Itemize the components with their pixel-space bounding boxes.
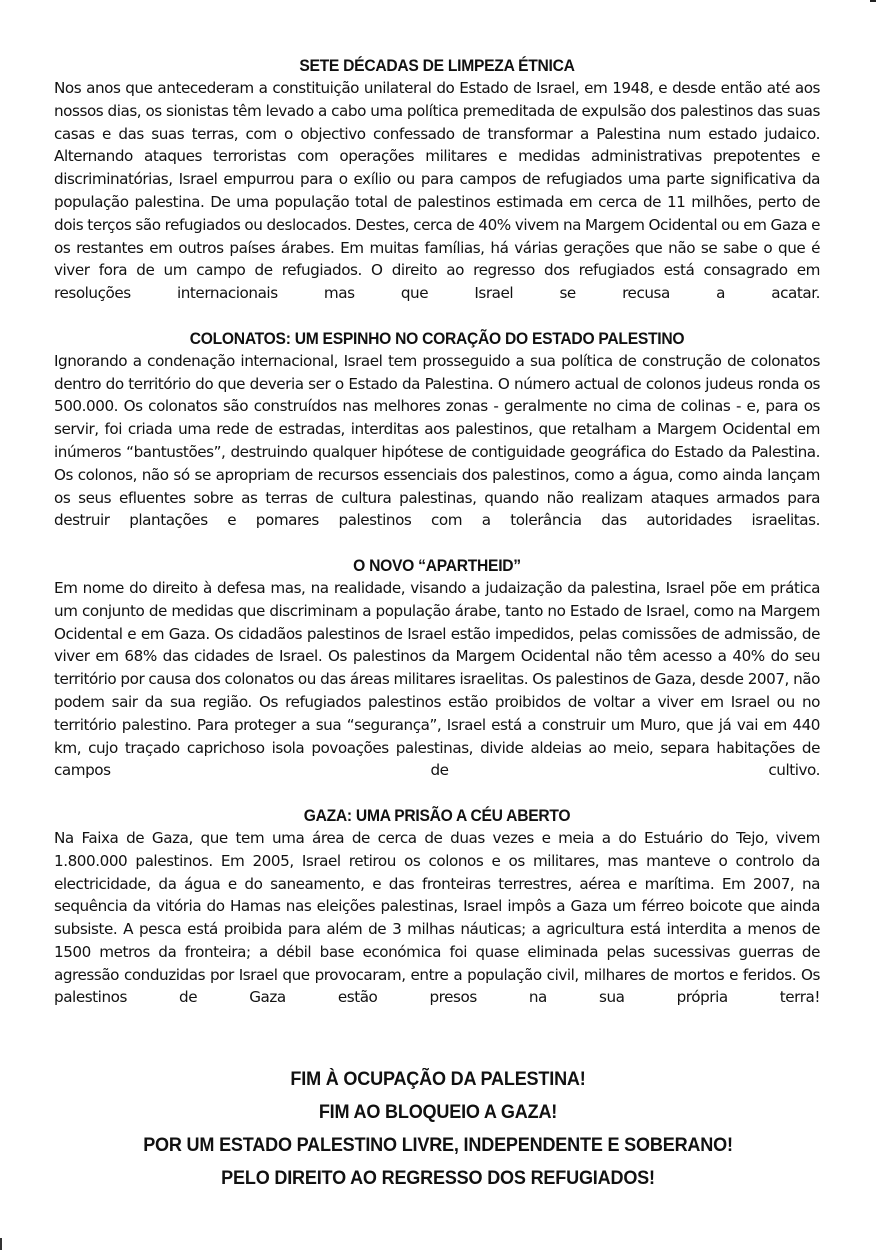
section-apartheid	[54, 555, 820, 805]
section-gaza	[54, 805, 820, 1032]
slogan: FIM AO BLOQUEIO A GAZA!	[318, 1102, 558, 1123]
scan-mark-bottom	[0, 1238, 2, 1250]
slogan: PELO DIREITO AO REGRESSO DOS REFUGIADOS!	[221, 1168, 655, 1189]
slogan: FIM À OCUPAÇÃO DA PALESTINA!	[290, 1069, 586, 1090]
scan-mark-top	[870, 0, 876, 2]
slogans-block	[0, 1063, 876, 1195]
section-heading: SETE DÉCADAS DE LIMPEZA ÉTNICA	[299, 56, 575, 75]
section-settlements	[54, 328, 820, 555]
section-ethnic-cleansing	[54, 55, 820, 328]
section-body: Ignorando a condenação internacional, Israel tem prosseguido a sua política de construção de colonatos dentro do território do que deveria ser o Estado da Palestina. O número actual de colonos judeus ronda os 500.000. Os colonatos são construídos nas melhores zonas - geralmente no cima de colinas - e, para os servir, foi criada uma rede de estradas, interditas aos palestinos, que retalham a Margem Ocidental em inúmeros “bantustões”, destruindo qualquer hipótese de contiguidade geográfica do Estado da Palestina. Os colonos, não só se apropriam de recursos essenciais dos palestinos, como a água, como ainda lançam os seus efluentes sobre as terras de cultura palestinas, quando não realizam ataques armados para destruir plantações e pomares palestinos com a tolerância das autoridades israelitas.	[54, 351, 820, 530]
section-heading: COLONATOS: UM ESPINHO NO CORAÇÃO DO ESTADO PALESTINO	[189, 328, 685, 348]
section-body: Na Faixa de Gaza, que tem uma área de cerca de duas vezes e meia a do Estuário do Tejo, vivem 1.800.000 palestinos. Em 2005, Israel retirou os colonos e os militares, mas manteve o controlo da electricidade, da água e do saneamento, e das fronteiras terrestres, aérea e marítima. Em 2007, na sequência da vitória do Hamas nas eleições palestinas, Israel impôs a Gaza um férreo boicote que ainda subsiste. A pesca está proibida para além de 3 milhas náuticas; a agricultura está interdita a menos de 1500 metros da fronteira; a débil base económica foi quase eliminada pelas sucessivas guerras de agressão conduzidas por Israel que provocaram, entre a população civil, milhares de mortos e feridos. Os palestinos de Gaza estão presos na sua própria terra!	[54, 828, 820, 1007]
document-page	[54, 55, 820, 1032]
slogan: POR UM ESTADO PALESTINO LIVRE, INDEPENDENTE E SOBERANO!	[143, 1135, 733, 1156]
section-body: Em nome do direito à defesa mas, na realidade, visando a judaização da palestina, Israel põe em prática um conjunto de medidas que discriminam a população árabe, tanto no Estado de Israel, como na Margem Ocidental e em Gaza. Os cidadãos palestinos de Israel estão impedidos, pelas comissões de admissão, de viver em 68% das cidades de Israel. Os palestinos da Margem Ocidental não têm acesso a 40% do seu território por causa dos colonatos ou das áreas militares israelitas. Os palestinos de Gaza, desde 2007, não podem sair da sua região. Os refugiados palestinos estão proibidos de voltar a viver em Israel ou no território palestino. Para proteger a sua “segurança”, Israel está a construir um Muro, que já vai em 440 km, cujo traçado caprichoso isola povoações palestinas, divide aldeias ao meio, separa habitações de campos de cultivo.	[54, 578, 820, 780]
section-heading: GAZA: UMA PRISÃO A CÉU ABERTO	[303, 805, 571, 825]
section-heading: O NOVO “APARTHEID”	[353, 555, 521, 575]
section-body: Nos anos que antecederam a constituição unilateral do Estado de Israel, em 1948, e desde então até aos nossos dias, os sionistas têm levado a cabo uma política premeditada de expulsão dos palestinos das suas casas e das suas terras, com o objectivo confessado de transformar a Palestina num estado judaico. Alternando ataques terroristas com operações militares e medidas administrativas prepotentes e discriminatórias, Israel empurrou para o exílio ou para campos de refugiados uma parte significativa da população palestina. De uma população total de palestinos estimada em cerca de 11 milhões, perto de dois terços são refugiados ou deslocados. Destes, cerca de 40% vivem na Margem Ocidental ou em Gaza e os restantes em outros países árabes. Em muitas famílias, há várias gerações que não se sabe o que é viver fora de um campo de refugiados. O direito ao regresso dos refugiados está consagrado em resoluções internacionais mas que Israel se recusa a acatar.	[54, 79, 820, 303]
